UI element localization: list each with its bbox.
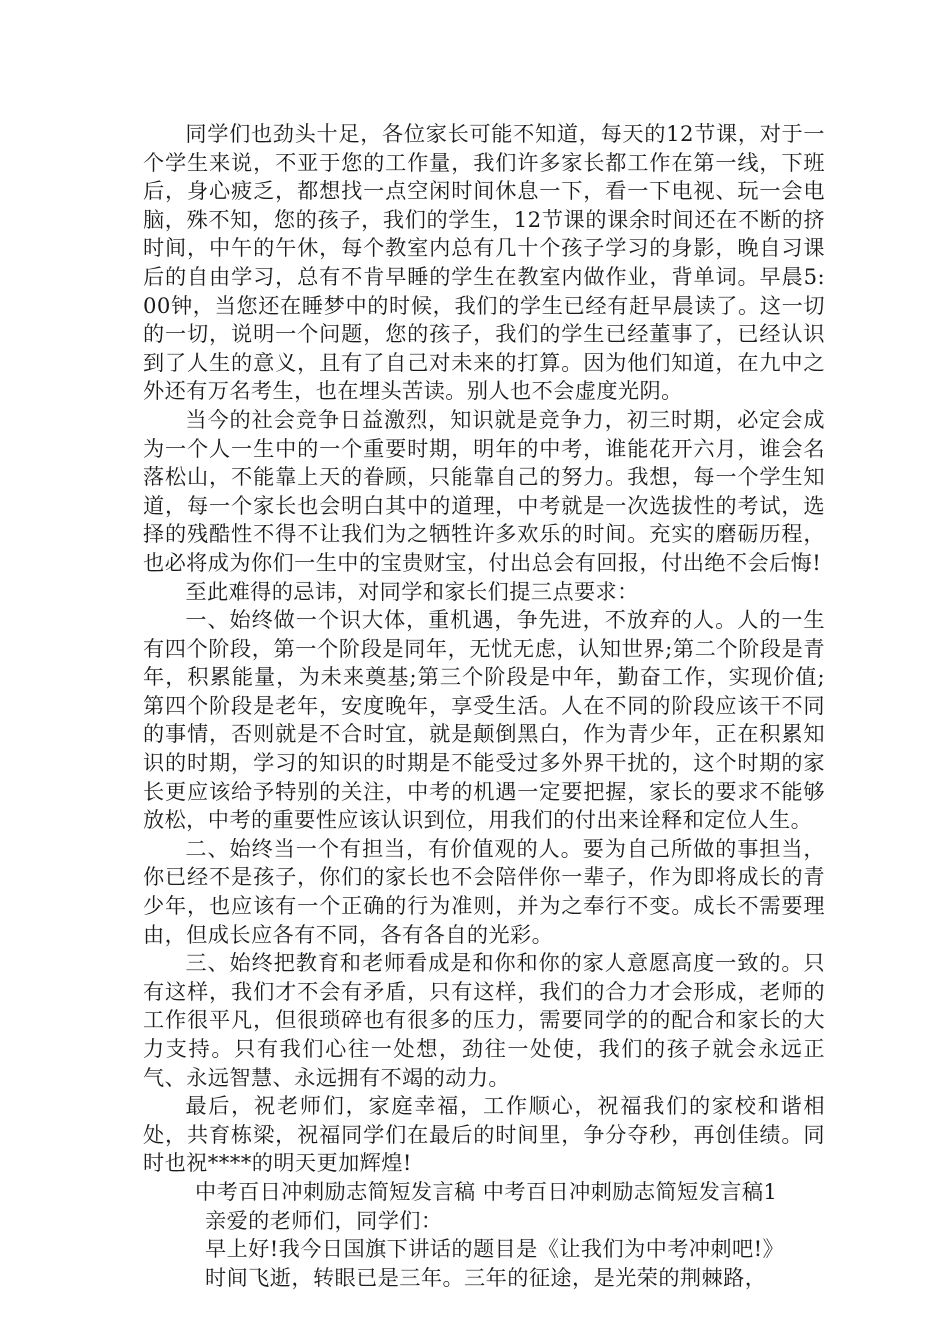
speech-heading-line: 中考百日冲刺励志简短发言稿 中考百日冲刺励志简短发言稿1	[195, 1178, 778, 1204]
salutation-line: 亲爱的老师们，同学们：	[205, 1207, 443, 1233]
closing-line: 时间飞逝，转眼已是三年。三年的征途，是光荣的荆棘路，	[205, 1264, 767, 1290]
paragraph-4: 一、始终做一个识大体，重机遇，争先进，不放弃的人。人的一生有四个阶段，第一个阶段是同年，无忧无虑，认知世界;第二个阶段是青年，积累能量，为未来奠基;第三个阶段是中年，勤奋工作，实现价值;第四个阶段是老年，安度晚年，享受生活。人在不同的阶段应该干不同的事情，否则就是不合时宜，就是颠倒黑白，作为青少年，正在积累知识的时期，学习的知识的时期是不能受过多外界干扰的，这个时期的家长更应该给予特别的关注，中考的机遇一定要把握，家长的要求不能够放松，中考的重要性应该认识到位，用我们的付出来诠释和定位人生。	[143, 607, 825, 833]
greeting-line: 早上好!我今日国旗下讲话的题目是《让我们为中考冲刺吧!》	[205, 1236, 785, 1262]
paragraph-1: 同学们也劲头十足，各位家长可能不知道，每天的12节课，对于一个学生来说，不亚于您的工作量，我们许多家长都工作在第一线，下班后，身心疲乏，都想找一点空闲时间休息一下，看一下电视、玩一会电脑，殊不知，您的孩子，我们的学生，12节课的课余时间还在不断的挤时间，中午的午休，每个教室内总有几十个孩子学习的身影，晚自习课后的自由学习，总有不肯早睡的学生在教室内做作业，背单词。早晨5:00钟，当您还在睡梦中的时候，我们的学生已经有赶早晨读了。这一切的一切，说明一个问题，您的孩子，我们的学生已经董事了，已经认识到了人生的意义，且有了自己对未来的打算。因为他们知道，在九中之外还有万名考生，也在埋头苦读。别人也不会虚度光阴。	[143, 121, 825, 404]
paragraph-3: 至此难得的忌讳，对同学和家长们提三点要求：	[185, 578, 639, 604]
paragraph-7: 最后，祝老师们，家庭幸福，工作顺心，祝福我们的家校和谐相处，共育栋梁，祝福同学们在最后的时间里，争分夺秒，再创佳绩。同时也祝****的明天更加辉煌!	[143, 1093, 825, 1176]
paragraph-6: 三、始终把教育和老师看成是和你和你的家人意愿高度一致的。只有这样，我们才不会有矛盾，只有这样，我们的合力才会形成，老师的工作很平凡，但很琐碎也有很多的压力，需要同学的的配合和家长的大力支持。只有我们心往一处想，劲往一处使，我们的孩子就会永远正气、永远智慧、永远拥有不竭的动力。	[143, 950, 825, 1090]
paragraph-2: 当今的社会竞争日益激烈，知识就是竞争力，初三时期，必定会成为一个人一生中的一个重要时期，明年的中考，谁能花开六月，谁会名落松山，不能靠上天的眷顾，只能靠自己的努力。我想，每一个学生知道，每一个家长也会明白其中的道理，中考就是一次选拔性的考试，选择的残酷性不得不让我们为之牺牲许多欢乐的时间。充实的磨砺历程，也必将成为你们一生中的宝贵财宝，付出总会有回报，付出绝不会后悔!	[143, 406, 825, 575]
paragraph-5: 二、始终当一个有担当，有价值观的人。要为自己所做的事担当，你已经不是孩子，你们的家长也不会陪伴你一辈子，作为即将成长的青少年，也应该有一个正确的行为准则，并为之奉行不变。成长不需要理由，但成长应各有不同，各有各自的光彩。	[143, 835, 825, 947]
document-body	[143, 120, 825, 1292]
